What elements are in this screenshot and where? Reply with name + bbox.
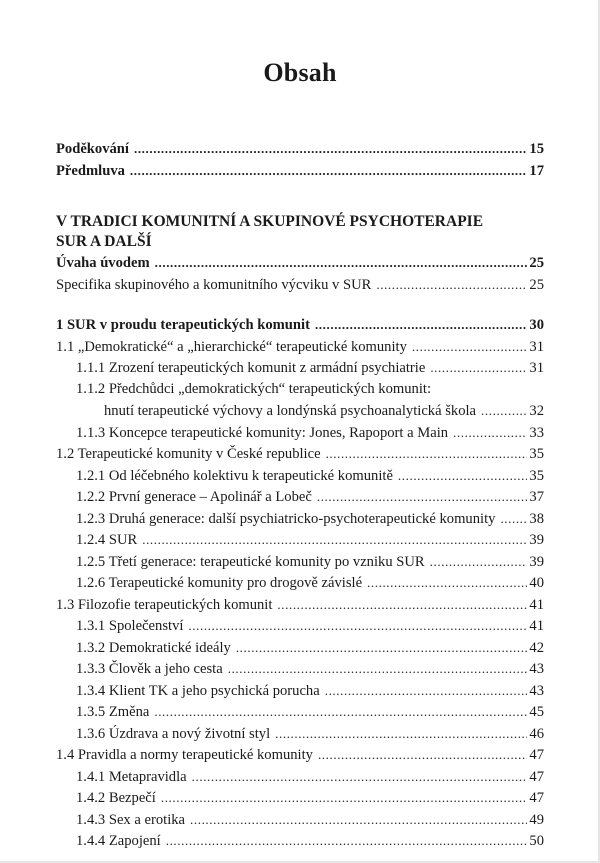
toc-page-number: 17 xyxy=(529,162,544,179)
page-title: Obsah xyxy=(263,58,337,87)
toc-entry[interactable] xyxy=(56,379,544,401)
toc-page-number: 39 xyxy=(529,532,544,548)
dot-leader xyxy=(453,422,527,444)
toc-front-matter xyxy=(56,138,544,181)
dot-leader xyxy=(154,701,527,723)
dot-leader xyxy=(315,314,527,336)
toc-entry-continuation[interactable] xyxy=(56,400,544,422)
toc-entry[interactable] xyxy=(56,766,544,788)
toc-entry[interactable] xyxy=(56,357,544,379)
dot-leader xyxy=(430,551,528,573)
toc-chapter-entry[interactable] xyxy=(56,314,544,336)
toc-entry-label: 1 SUR v proudu terapeutických komunit xyxy=(56,317,310,333)
dot-leader xyxy=(155,252,528,274)
dot-leader xyxy=(190,809,527,831)
toc-page-number: 42 xyxy=(529,639,544,656)
toc-entry-label: Úvaha úvodem xyxy=(56,255,150,271)
toc-page-number: 37 xyxy=(529,489,544,505)
toc-entry[interactable] xyxy=(56,486,544,508)
dot-leader xyxy=(318,744,527,766)
toc-entry[interactable] xyxy=(56,723,544,745)
dot-leader xyxy=(326,443,528,465)
toc-entry[interactable] xyxy=(56,809,544,831)
toc-entry-label: 1.3.1 Společenství xyxy=(76,618,184,634)
toc-page-number: 50 xyxy=(529,833,544,849)
toc-entry-label: 1.3.3 Člověk a jeho cesta xyxy=(76,661,223,677)
part-heading xyxy=(56,212,544,252)
toc-entry[interactable] xyxy=(56,572,544,594)
toc-entry-label: 1.4.3 Sex a erotika xyxy=(76,811,186,828)
dot-leader xyxy=(317,486,528,508)
toc-entry[interactable] xyxy=(56,274,544,296)
toc-entry-label: 1.3.4 Klient TK a jeho psychická porucha xyxy=(76,682,320,699)
dot-leader xyxy=(134,138,527,160)
toc-page-number: 38 xyxy=(529,510,544,527)
toc-entry-label: 1.2.1 Od léčebného kolektivu k terapeutické komunitě xyxy=(76,467,393,484)
toc-entry-label: 1.1 „Demokratické“ a „hierarchické“ terapeutické komunity xyxy=(56,338,407,355)
toc-page-number: 30 xyxy=(529,317,544,333)
toc-page-number: 41 xyxy=(529,596,544,613)
toc-entry[interactable] xyxy=(56,551,544,573)
toc-entry-label: 1.4.4 Zapojení xyxy=(76,833,161,849)
dot-leader xyxy=(277,594,527,616)
dot-leader xyxy=(376,274,527,296)
toc-entry[interactable] xyxy=(56,160,544,182)
toc-entry-label: 1.2.2 První generace – Apolinář a Lobeč xyxy=(76,489,312,505)
toc-page-number: 25 xyxy=(529,276,544,293)
toc-entry-label: 1.4.2 Bezpečí xyxy=(76,790,156,806)
toc-entry-label: 1.1.1 Zrození terapeutických komunit z armádní psychiatrie xyxy=(76,360,426,376)
toc-entry[interactable] xyxy=(56,138,544,160)
dot-leader xyxy=(500,508,527,530)
dot-leader xyxy=(166,830,528,852)
toc-page-number: 31 xyxy=(529,360,544,376)
toc-entry[interactable] xyxy=(56,787,544,809)
dot-leader xyxy=(367,572,527,594)
toc-page-number: 43 xyxy=(529,661,544,677)
toc-page-number: 40 xyxy=(529,575,544,591)
toc-entry-label: 1.4.1 Metapravidla xyxy=(76,768,187,785)
dot-leader xyxy=(481,400,527,422)
toc-entry-label: 1.2 Terapeutické komunity v České republice xyxy=(56,446,321,462)
toc-entry[interactable] xyxy=(56,744,544,766)
toc-page-number: 35 xyxy=(529,467,544,484)
toc-page-number: 47 xyxy=(529,747,544,763)
toc-entry-label: hnutí terapeutické výchovy a londýnská psychoanalytická škola xyxy=(104,403,477,419)
toc-entry[interactable] xyxy=(56,252,544,274)
dot-leader xyxy=(130,160,527,182)
toc-intro xyxy=(56,252,544,295)
toc-entry-label: 1.3.2 Demokratické ideály xyxy=(76,639,231,656)
toc-entry-label: 1.1.2 Předchůdci „demokratických“ terapeutických komunit: xyxy=(76,380,431,397)
toc-entry[interactable] xyxy=(56,594,544,616)
toc-entry[interactable] xyxy=(56,465,544,487)
toc-page-number: 49 xyxy=(529,811,544,828)
part-heading-line-2: SUR A DALŠÍ xyxy=(56,233,152,250)
toc-page-number: 41 xyxy=(529,618,544,634)
toc-entry-label: 1.2.5 Třetí generace: terapeutické komunity po vzniku SUR xyxy=(76,553,425,570)
toc-entry-label: Specifika skupinového a komunitního výcviku v SUR xyxy=(56,276,372,293)
toc-entry-label: 1.3 Filozofie terapeutických komunit xyxy=(56,596,273,613)
toc-page-number: 43 xyxy=(529,682,544,699)
toc-entry-label: 1.2.3 Druhá generace: další psychiatricko-psychoterapeutické komunity xyxy=(76,510,496,527)
toc-page-number: 15 xyxy=(529,141,544,157)
toc-entry-label: Předmluva xyxy=(56,162,125,179)
toc-page-number: 45 xyxy=(529,704,544,720)
dot-leader xyxy=(430,357,527,379)
dot-leader xyxy=(228,658,528,680)
toc-page-number: 32 xyxy=(529,403,544,419)
toc-entry-label: 1.4 Pravidla a normy terapeutické komunity xyxy=(56,747,313,763)
toc-page-number: 31 xyxy=(529,338,544,355)
toc-entry-label: 1.2.6 Terapeutické komunity pro drogově závislé xyxy=(76,575,363,591)
toc-entry-label: 1.2.4 SUR xyxy=(76,532,138,548)
dot-leader xyxy=(236,637,528,659)
toc-entry[interactable] xyxy=(56,658,544,680)
toc-entry[interactable] xyxy=(56,508,544,530)
toc-entry[interactable] xyxy=(56,529,544,551)
toc-entry[interactable] xyxy=(56,830,544,852)
toc-entry[interactable] xyxy=(56,422,544,444)
dot-leader xyxy=(192,766,528,788)
toc-page-number: 33 xyxy=(529,424,544,441)
dot-leader xyxy=(188,615,527,637)
toc-page-number: 47 xyxy=(529,768,544,785)
toc-entry-label: 1.3.6 Úzdrava a nový životní styl xyxy=(76,725,271,742)
dot-leader xyxy=(325,680,528,702)
toc-entry-label: 1.1.3 Koncepce terapeutické komunity: Jones, Rapoport a Main xyxy=(76,424,449,441)
toc-page-number: 47 xyxy=(529,790,544,806)
toc-page-number: 35 xyxy=(529,446,544,462)
toc-entry-label: Poděkování xyxy=(56,141,129,157)
toc-page-number: 46 xyxy=(529,725,544,742)
toc-entry-label: 1.3.5 Změna xyxy=(76,704,150,720)
toc-entry[interactable] xyxy=(56,336,544,358)
toc-entry[interactable] xyxy=(56,680,544,702)
toc-page-number: 39 xyxy=(529,553,544,570)
dot-leader xyxy=(412,336,528,358)
toc-entry[interactable] xyxy=(56,701,544,723)
dot-leader xyxy=(161,787,528,809)
part-heading-line-1: V TRADICI KOMUNITNÍ A SKUPINOVÉ PSYCHOTERAPIE xyxy=(56,213,484,230)
dot-leader xyxy=(142,529,527,551)
dot-leader xyxy=(275,723,527,745)
toc-page-number: 25 xyxy=(529,255,544,271)
toc-chapter-1 xyxy=(56,314,544,852)
dot-leader xyxy=(398,465,527,487)
toc-entry[interactable] xyxy=(56,443,544,465)
toc-entry[interactable] xyxy=(56,637,544,659)
toc-entry[interactable] xyxy=(56,615,544,637)
